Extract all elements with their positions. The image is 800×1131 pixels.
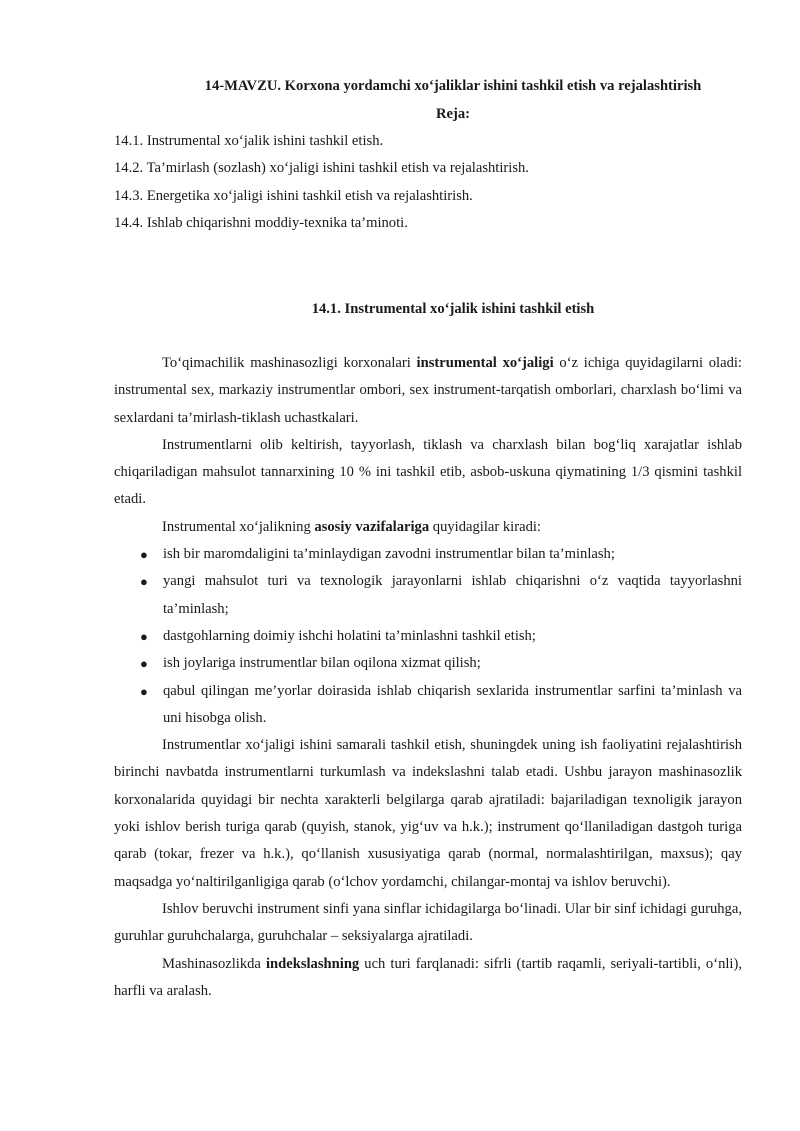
bullet-icon: ● (140, 574, 148, 590)
paragraph (114, 350, 742, 432)
section-body (114, 350, 742, 1005)
plan-list (114, 131, 742, 240)
paragraph: Instrumentlar xo‘jaligi ishini samarali tashkil etish, shuningdek uning ish faoliyatini rejalashtirish birinchi navbatda instrumentlarni turkumlash va indekslashni talab etadi. Ushbu jarayon mashinasozlik korxonalarida quyidagi bir nechta xarakterli belgilarga qarab ajratiladi: bajariladigan texnoligik jarayon yoki ishlov berish turiga qarab (quyish, stanok, yig‘uv va h.k.); instrument qo‘llaniladigan dastgoh turiga qarab (tokar, frezer va h.k.), qo‘llanish xususiyatiga qarab (normal, normalashtirilgan, maxsus); qay maqsadga yo‘naltirilganligiga qarab (o‘lchov yordamchi, chilangar-montaj va ishlov beruvchi). (114, 737, 742, 890)
list-item (114, 650, 742, 677)
section-title: 14.1. Instrumental xo‘jalik ishini tashkil etish (311, 301, 595, 317)
list-item-text: dastgohlarning doimiy ishchi holatini ta’minlashni tashkil etish; (163, 627, 536, 644)
list-item (114, 568, 742, 623)
list-item-text: qabul qilingan me’yorlar doirasida ishlab chiqarish sexlarida instrumentlar sarfini ta’minlash va uni hisobga olish. (163, 682, 742, 726)
bullet-icon: ● (140, 628, 148, 644)
plan-item: 14.4. Ishlab chiqarishni moddiy-texnika ta’minoti. (114, 214, 408, 231)
list-item (114, 623, 742, 650)
paragraph-text: o‘z ichiga quyidagilarni oladi: instrumental sex, markaziy instrumentlar ombori, sex instrument-tarqatish omborlari, charxlash bo‘limi va sexlardani ta’mirlash-tiklash uchastkalari. (114, 355, 742, 426)
plan-item: 14.2. Ta’mirlash (sozlash) xo‘jaligi ishini tashkil etish va rejalashtirish. (114, 160, 529, 177)
paragraph-text: To‘qimachilik mashinasozligi korxonalari (162, 355, 417, 371)
list-item-text: yangi mahsulot turi va texnologik jarayonlarni ishlab chiqarishni o‘z vaqtida tayyorlashni ta’minlash; (163, 573, 742, 617)
list-item (114, 678, 742, 733)
paragraph (114, 514, 742, 541)
list-item-text: ish joylariga instrumentlar bilan oqilona xizmat qilish; (163, 655, 481, 672)
page-title: 14-MAVZU. Korxona yordamchi xo‘jaliklar ishini tashkil etish va rejalashtirish (204, 78, 702, 94)
paragraph: Ishlov beruvchi instrument sinfi yana sinflar ichidagilarga bo‘linadi. Ular bir sinf ichidagi guruhga, guruhlar guruhchalarga, guruhchalar – seksiyalarga ajratiladi. (114, 900, 742, 945)
paragraph-text: uch turi farqlanadi: sifrli (tartib raqamli, seriyali-tartibli, o‘nli), harfli va aralash. (114, 955, 742, 999)
list-item-text: ish bir maromdaligini ta’minlaydigan zavodni instrumentlar bilan ta’minlash; (163, 546, 615, 563)
bold-term: asosiy vazifalariga (314, 518, 430, 535)
list-item (114, 541, 742, 568)
bullet-icon: ● (140, 683, 148, 699)
plan-heading: Reja: (435, 106, 471, 122)
bullet-icon: ● (140, 656, 148, 672)
paragraph-text: Instrumental xo‘jalikning (162, 518, 315, 535)
plan-item: 14.3. Energetika xo‘jaligi ishini tashkil etish va rejalashtirish. (114, 187, 473, 204)
bullet-icon: ● (140, 547, 148, 563)
paragraph: Instrumentlarni olib keltirish, tayyorlash, tiklash va charxlash bilan bog‘liq xarajatlar ishlab chiqariladigan mahsulot tannarxining 10 % ini tashkil etib, asbob-uskuna qiymatining 1/3 qismini tashkil etadi. (114, 436, 742, 508)
task-list (114, 541, 742, 732)
bold-term: indekslashning (265, 955, 360, 972)
paragraph-text: Mashinasozlikda (162, 955, 266, 972)
plan-item: 14.1. Instrumental xo‘jalik ishini tashkil etish. (114, 133, 384, 149)
paragraph-text: quyidagilar kiradi: (429, 518, 541, 535)
bold-term: instrumental xo‘jaligi (416, 355, 554, 371)
paragraph (114, 951, 742, 1006)
